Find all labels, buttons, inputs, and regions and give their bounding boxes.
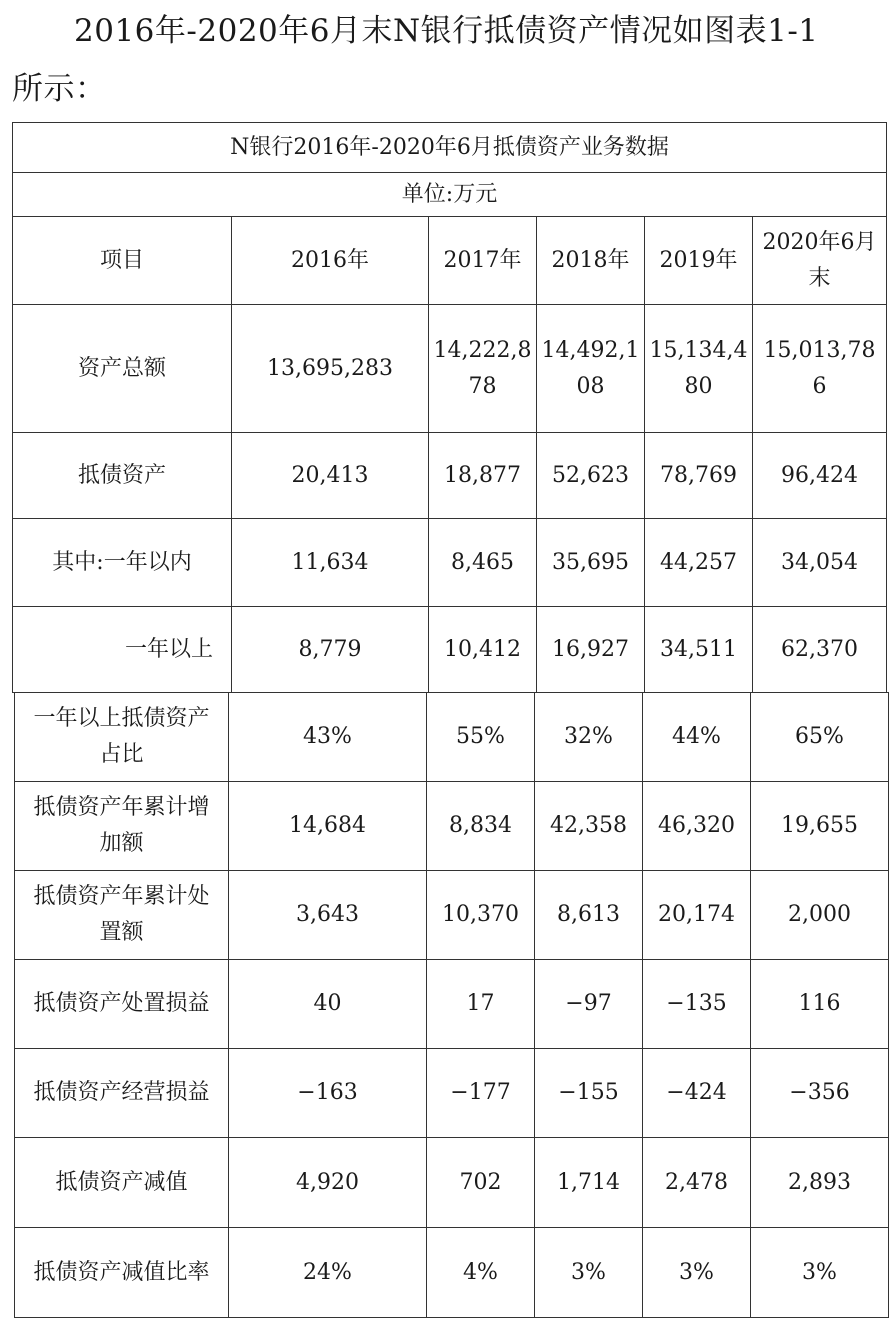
intro-line-1: 2016年-2020年6月末N银行抵债资产情况如图表1-1 — [74, 13, 819, 49]
header-cell: 2016年 — [232, 217, 429, 305]
header-cell: 2020年6月末 — [753, 217, 887, 305]
row-value: 2,478 — [643, 1138, 751, 1228]
row-value: 10,412 — [429, 607, 537, 693]
row-value: 55% — [427, 693, 535, 782]
row-value: 3,643 — [229, 871, 427, 960]
row-label: 抵债资产处置损益 — [15, 960, 229, 1049]
table-row — [13, 607, 887, 693]
row-value: 15,013,786 — [753, 305, 887, 433]
row-value: 2,893 — [751, 1138, 889, 1228]
row-value: 34,054 — [753, 519, 887, 607]
row-value: 8,834 — [427, 782, 535, 871]
row-value: 35,695 — [537, 519, 645, 607]
row-label: 抵债资产减值比率 — [15, 1228, 229, 1318]
row-value: 46,320 — [643, 782, 751, 871]
row-value: 14,492,108 — [537, 305, 645, 433]
row-value: 8,613 — [535, 871, 643, 960]
row-value: 3% — [535, 1228, 643, 1318]
table-row — [15, 693, 889, 782]
table-row — [15, 782, 889, 871]
table-row — [13, 433, 887, 519]
row-value: −177 — [427, 1049, 535, 1138]
table-row — [13, 305, 887, 433]
row-value: 78,769 — [645, 433, 753, 519]
intro-line-2: 所示： — [12, 71, 107, 107]
table-row — [13, 519, 887, 607]
row-value: 14,684 — [229, 782, 427, 871]
row-value: −155 — [535, 1049, 643, 1138]
table-row — [15, 1138, 889, 1228]
row-value: −424 — [643, 1049, 751, 1138]
row-value: 15,134,480 — [645, 305, 753, 433]
row-value: 20,413 — [232, 433, 429, 519]
row-value: 96,424 — [753, 433, 887, 519]
table-row — [15, 960, 889, 1049]
header-cell: 2019年 — [645, 217, 753, 305]
row-value: 3% — [643, 1228, 751, 1318]
row-label: 一年以上 — [13, 607, 232, 693]
header-cell: 项目 — [13, 217, 232, 305]
row-value: −135 — [643, 960, 751, 1049]
row-value: 702 — [427, 1138, 535, 1228]
row-value: −163 — [229, 1049, 427, 1138]
header-cell: 2017年 — [429, 217, 537, 305]
row-label: 资产总额 — [13, 305, 232, 433]
row-value: 44% — [643, 693, 751, 782]
row-value: 42,358 — [535, 782, 643, 871]
row-value: 52,623 — [537, 433, 645, 519]
row-value: 17 — [427, 960, 535, 1049]
row-value: 44,257 — [645, 519, 753, 607]
asset-table-bottom — [14, 692, 889, 1318]
row-value: 8,779 — [232, 607, 429, 693]
row-value: 14,222,878 — [429, 305, 537, 433]
row-value: 8,465 — [429, 519, 537, 607]
row-value: 43% — [229, 693, 427, 782]
row-label: 抵债资产年累计增加额 — [15, 782, 229, 871]
row-value: 16,927 — [537, 607, 645, 693]
row-label: 其中:一年以内 — [13, 519, 232, 607]
row-value: 20,174 — [643, 871, 751, 960]
table-row — [15, 871, 889, 960]
row-value: −97 — [535, 960, 643, 1049]
header-cell: 2018年 — [537, 217, 645, 305]
row-value: 18,877 — [429, 433, 537, 519]
header-row — [13, 217, 887, 305]
row-value: 24% — [229, 1228, 427, 1318]
row-label: 抵债资产经营损益 — [15, 1049, 229, 1138]
row-value: 3% — [751, 1228, 889, 1318]
table-row — [15, 1049, 889, 1138]
row-value: 13,695,283 — [232, 305, 429, 433]
table-title: N银行2016年-2020年6月抵债资产业务数据 — [13, 123, 887, 173]
row-label: 一年以上抵债资产占比 — [15, 693, 229, 782]
row-value: 11,634 — [232, 519, 429, 607]
row-value: 32% — [535, 693, 643, 782]
table-unit: 单位:万元 — [13, 173, 887, 217]
row-value: 19,655 — [751, 782, 889, 871]
row-label: 抵债资产年累计处置额 — [15, 871, 229, 960]
asset-table-top — [12, 122, 887, 693]
row-value: 65% — [751, 693, 889, 782]
row-label: 抵债资产减值 — [15, 1138, 229, 1228]
row-value: 34,511 — [645, 607, 753, 693]
row-value: 4,920 — [229, 1138, 427, 1228]
table-row — [15, 1228, 889, 1318]
row-value: 116 — [751, 960, 889, 1049]
row-value: −356 — [751, 1049, 889, 1138]
row-value: 10,370 — [427, 871, 535, 960]
row-label: 抵债资产 — [13, 433, 232, 519]
row-value: 4% — [427, 1228, 535, 1318]
row-value: 1,714 — [535, 1138, 643, 1228]
row-value: 62,370 — [753, 607, 887, 693]
row-value: 40 — [229, 960, 427, 1049]
row-value: 2,000 — [751, 871, 889, 960]
